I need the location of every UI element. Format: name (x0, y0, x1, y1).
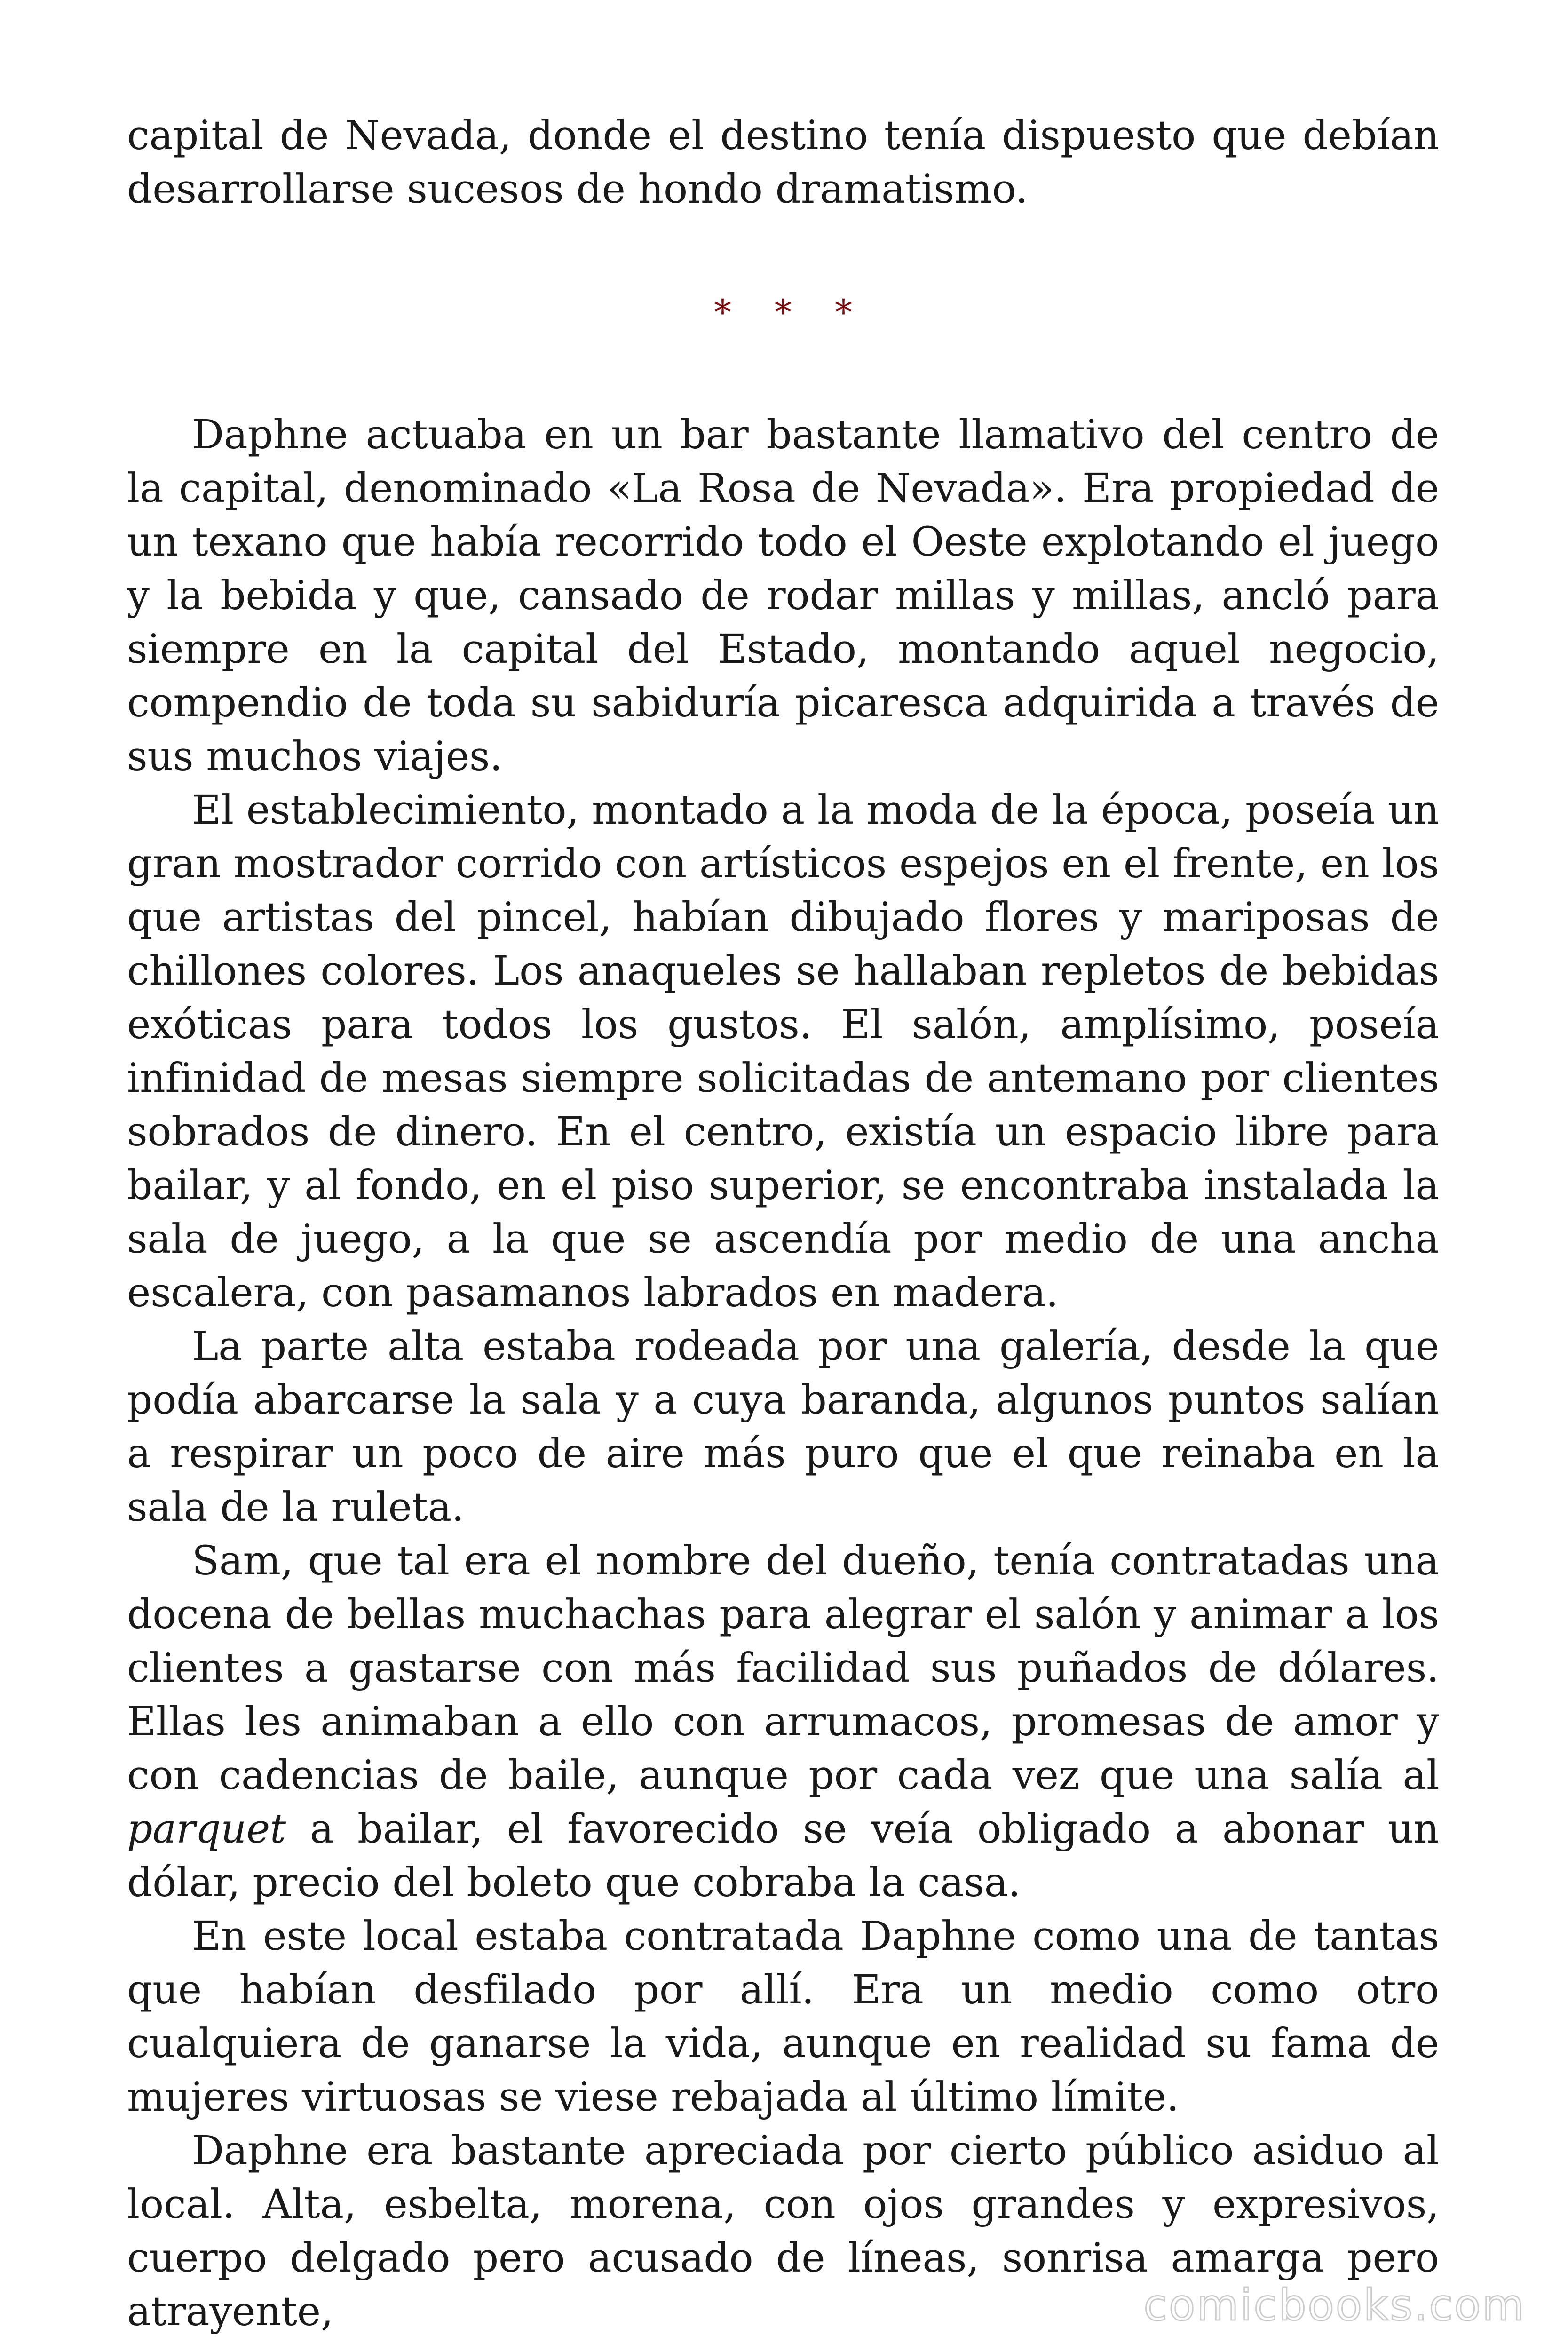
paragraph-4-italic-word: parquet (127, 1806, 286, 1852)
watermark: comicbooks.com (1143, 2280, 1526, 2330)
paragraph-2: El establecimiento, montado a la moda de la época, poseía un gran mostrador corrido con artísticos espejos en el frente, en los que artistas del pincel, habían dibujado flores y mariposas de chillones colores. Los anaqueles se hallaban repletos de bebidas exóticas para todos los gustos. El salón, amplísimo, poseía infinidad de mesas siempre solicitadas de antemano por clientes sobrados de dinero. En el centro, existía un espacio libre para bailar, y al fondo, en el piso superior, se encontraba instalada la sala de juego, a la que se ascendía por medio de una ancha escalera, con pasamanos labrados en madera. (127, 787, 1439, 1316)
text-body (127, 109, 1439, 2339)
paragraph-4 (127, 1534, 1439, 1910)
paragraph-4-part-2: a bailar, el favorecido se veía obligado a abonar un dólar, precio del boleto que cobraba la casa. (127, 1806, 1439, 1906)
paragraph-6: Daphne era bastante apreciada por cierto público asiduo al local. Alta, esbelta, morena, con ojos grandes y expresivos, cuerpo delgado pero acusado de líneas, sonrisa amarga pero atrayente, (127, 2128, 1439, 2335)
book-page (127, 109, 1439, 2339)
section-separator: * * * (713, 293, 869, 333)
paragraph-3: La parte alta estaba rodeada por una galería, desde la que podía abarcarse la sala y a cuya baranda, algunos puntos salían a respirar un poco de aire más puro que el que reinaba en la sala de la ruleta. (127, 1323, 1439, 1531)
paragraph-5: En este local estaba contratada Daphne como una de tantas que habían desfilado por allí. Era un medio como otro cualquiera de ganarse la vida, aunque en realidad su fama de mujeres virtuosas se viese rebajada al último límite. (127, 1913, 1439, 2121)
opening-paragraph: capital de Nevada, donde el destino tenía dispuesto que debían desarrollarse sucesos de hondo dramatismo. (127, 112, 1439, 213)
paragraph-4-part-1: Sam, que tal era el nombre del dueño, tenía contratadas una docena de bellas muchachas para alegrar el salón y animar a los clientes a gastarse con más facilidad sus puñados de dólares. Ellas les animaban a ello con arrumacos, promesas de amor y con cadencias de baile, aunque por cada vez que una salía al (127, 1538, 1439, 1799)
paragraph-1: Daphne actuaba en un bar bastante llamativo del centro de la capital, denominado «La Rosa de Nevada». Era propiedad de un texano que había recorrido todo el Oeste explotando el juego y la bebida y que, cansado de rodar millas y millas, ancló para siempre en la capital del Estado, montando aquel negocio, compendio de toda su sabiduría picaresca adquirida a través de sus muchos viajes. (127, 412, 1439, 780)
